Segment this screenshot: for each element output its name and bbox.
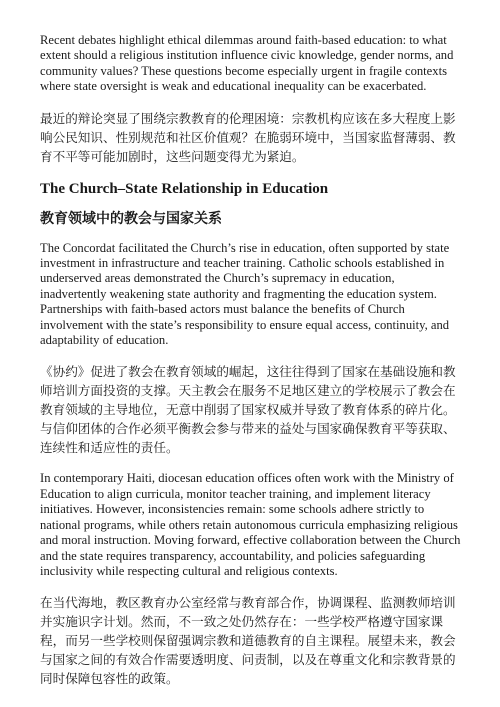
haiti-paragraph-zh: 在当代海地，教区教育办公室经常与教育部合作，协调课程、监测教师培训并实施识字计划。然而，不一致之处仍然存在：一些学校严格遵守国家课程，而另一些学校则保留强调宗教和道德教育的自主课程。展望未来，教会与国家之间的有效合作需要透明度、问责制，以及在尊重文化和宗教背景的同时保障包容性的政策。	[40, 595, 456, 687]
section-heading-en: The Church–State Relationship in Education	[40, 180, 329, 197]
intro-paragraph-zh: 最近的辩论突显了围绕宗教教育的伦理困境：宗教机构应该在多大程度上影响公民知识、性别规范和社区价值观？在脆弱环境中，当国家监督薄弱、教育不平等可能加剧时，这些问题变得尤为紧迫。	[40, 110, 456, 164]
concordat-paragraph-zh: 《协约》促进了教会在教育领域的崛起，这往往得到了国家在基础设施和教师培训方面投资的支撑。天主教会在服务不足地区建立的学校展示了教会在教育领域的主导地位，无意中削弱了国家权威并导致了教育体系的碎片化。与信仰团体的合作必须平衡教会参与带来的益处与国家确保教育平等获取、连续性和适应性的责任。	[40, 364, 456, 456]
concordat-paragraph-en: The Concordat facilitated the Church’s rise in education, often supported by state investment in infrastructure and teacher training. Catholic schools established in underserved areas demonstrated the Church’s supremacy in education, inadvertently weakening state authority and fragmenting the education system. Partnerships with faith-based actors must balance the benefits of Church involvement with the state’s responsibility to ensure equal access, continuity, and adaptability of education.	[40, 240, 450, 348]
intro-paragraph-en: Recent debates highlight ethical dilemmas around faith-based education: to what extent should a religious institution influence civic knowledge, gender norms, and community values? These questions become especially urgent in fragile contexts where state oversight is weak and educational inequality can be exacerbated.	[40, 33, 454, 94]
section-heading-zh: 教育领域中的教会与国家关系	[40, 210, 222, 227]
haiti-paragraph-en: In contemporary Haiti, diocesan education offices often work with the Ministry of Education to align curricula, monitor teacher training, and implement literacy initiatives. However, inconsistencies remain: some schools adhere strictly to national programs, while others retain autonomous curricula emphasizing religious and moral instruction. Moving forward, effective collaboration between the Church and the state requires transparency, accountability, and policies safeguarding inclusivity while respecting cultural and religious contexts.	[40, 471, 461, 578]
document-page	[40, 33, 464, 702]
